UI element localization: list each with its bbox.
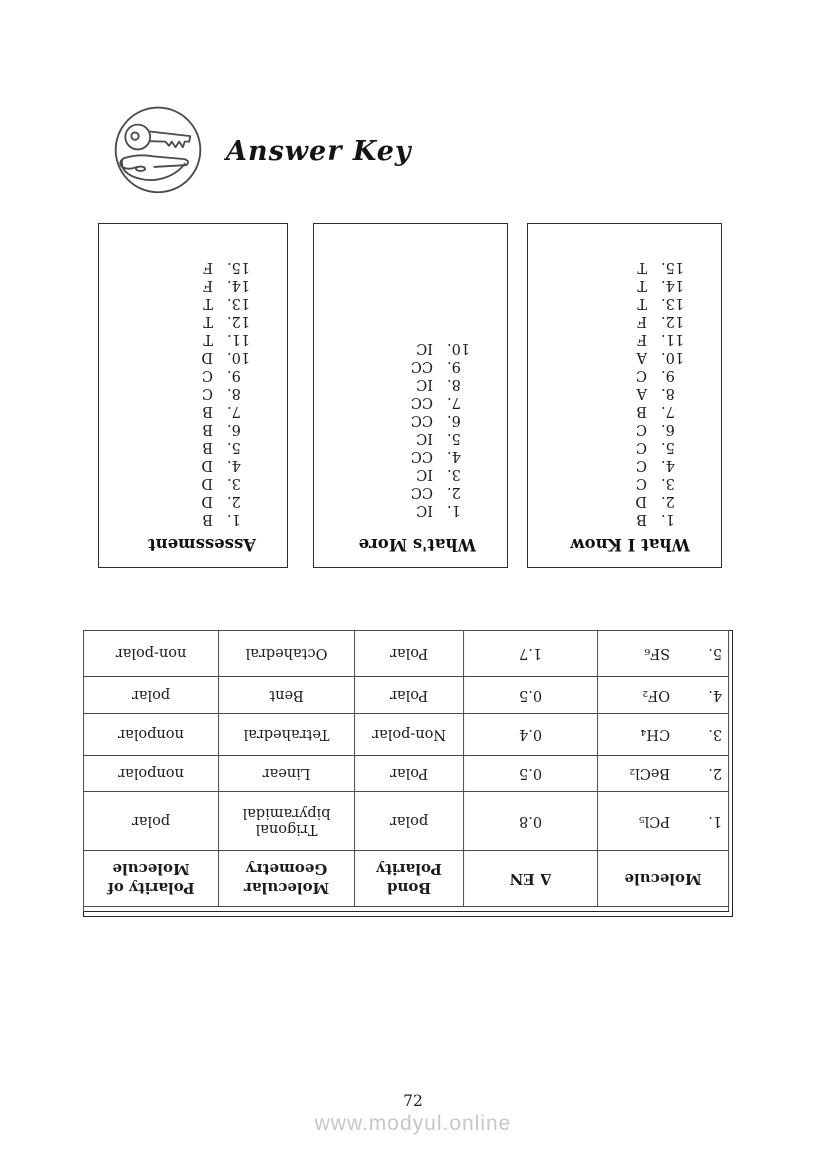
- key-in-hand-icon: [112, 100, 204, 198]
- cell-molecule: [598, 792, 729, 851]
- answer-item-number: 7.: [661, 403, 675, 419]
- answer-item: [538, 258, 697, 276]
- cell-polarity-of-molecule: non-polar: [84, 631, 219, 677]
- answer-list: [109, 258, 263, 528]
- answer-item-value: CC: [410, 484, 433, 500]
- answer-item: [324, 411, 483, 429]
- table-row: [84, 792, 729, 851]
- answer-item: [538, 438, 697, 456]
- answer-item-value: IC: [416, 376, 433, 392]
- answer-item-number: 15.: [661, 259, 685, 275]
- answer-item: [324, 483, 483, 501]
- molecule-formula: BeCl₂: [629, 765, 671, 782]
- answer-item: [109, 330, 263, 348]
- answer-item-number: 8.: [227, 385, 241, 401]
- cell-bond-polarity: Polar: [355, 755, 464, 791]
- answer-item: [324, 375, 483, 393]
- answer-item-number: 8.: [661, 385, 675, 401]
- answer-item: [538, 294, 697, 312]
- answer-item: [538, 276, 697, 294]
- answer-item-number: 1.: [227, 511, 241, 527]
- molecule-number: 2.: [708, 765, 723, 782]
- answer-item-value: F: [202, 259, 213, 275]
- answer-item-value: B: [202, 403, 213, 419]
- answer-item-number: 7.: [447, 394, 461, 410]
- answer-item-number: 9.: [447, 358, 461, 374]
- answer-item-number: 4.: [661, 457, 675, 473]
- answer-item-value: B: [202, 439, 213, 455]
- answer-item-number: 13.: [661, 295, 685, 311]
- table-header-delta-en: Δ EN: [464, 851, 598, 907]
- cell-bond-polarity: Polar: [355, 676, 464, 714]
- cell-delta-en: 0.5: [464, 676, 598, 714]
- answer-item-number: 14.: [661, 277, 685, 293]
- answer-item: [538, 348, 697, 366]
- cell-polarity-of-molecule: polar: [84, 792, 219, 851]
- table-row: [84, 714, 729, 756]
- answer-item-value: CC: [410, 358, 433, 374]
- answer-item-number: 11.: [661, 331, 685, 347]
- answer-item-number: 2.: [227, 493, 241, 509]
- answer-item: [538, 366, 697, 384]
- answer-list: [538, 258, 697, 528]
- answer-item-value: IC: [416, 466, 433, 482]
- cell-molecular-geometry: Tetrahedral: [219, 714, 355, 756]
- table-header-polarity-of-molecule: Polarity of Molecule: [84, 851, 219, 907]
- answer-box-what-i-know: [527, 223, 722, 568]
- answer-item-value: B: [636, 511, 647, 527]
- answer-item-value: D: [635, 493, 647, 509]
- answer-item-number: 6.: [447, 412, 461, 428]
- answer-item-value: D: [201, 475, 213, 491]
- answer-item-value: T: [203, 313, 213, 329]
- answer-item-value: D: [201, 457, 213, 473]
- cell-molecular-geometry: Trigonal bipyramidal: [219, 792, 355, 851]
- answer-item-number: 9.: [661, 367, 675, 383]
- answer-item: [324, 501, 483, 519]
- answer-item-number: 6.: [661, 421, 675, 437]
- answer-item-value: B: [636, 403, 647, 419]
- table-header-bond-polarity: Bond Polarity: [355, 851, 464, 907]
- cell-polarity-of-molecule: nonpolar: [84, 755, 219, 791]
- cell-molecular-geometry: Bent: [219, 676, 355, 714]
- box-title: What's More: [358, 535, 476, 554]
- table-row: [84, 631, 729, 677]
- answer-item: [538, 384, 697, 402]
- cell-bond-polarity: Non-polar: [355, 714, 464, 756]
- answer-item-number: 4.: [447, 448, 461, 464]
- answer-item: [109, 510, 263, 528]
- answer-item: [109, 384, 263, 402]
- answer-item: [109, 294, 263, 312]
- answer-item-number: 1.: [661, 511, 675, 527]
- answer-item-value: T: [637, 277, 647, 293]
- answer-item-value: T: [637, 259, 647, 275]
- cell-molecule: [598, 631, 729, 677]
- molecule-number: 3.: [708, 726, 723, 743]
- answer-item: [109, 348, 263, 366]
- answer-item-value: A: [636, 385, 647, 401]
- cell-bond-polarity: Polar: [355, 631, 464, 677]
- answer-item: [538, 330, 697, 348]
- answer-item-number: 3.: [227, 475, 241, 491]
- answer-item-number: 10.: [661, 349, 685, 365]
- watermark: www.modyul.online: [314, 1112, 512, 1135]
- answer-item: [109, 258, 263, 276]
- answer-item: [324, 465, 483, 483]
- cell-molecular-geometry: Linear: [219, 755, 355, 791]
- table-top-strip: [84, 907, 729, 912]
- answer-item-value: C: [635, 475, 647, 491]
- answer-item: [109, 438, 263, 456]
- answer-item-value: B: [202, 421, 213, 437]
- answer-item-number: 5.: [447, 430, 461, 446]
- cell-polarity-of-molecule: nonpolar: [84, 714, 219, 756]
- answer-item: [538, 492, 697, 510]
- answer-item-number: 5.: [661, 439, 675, 455]
- answer-item: [324, 393, 483, 411]
- answer-item: [109, 474, 263, 492]
- cell-delta-en: 0.4: [464, 714, 598, 756]
- answer-item: [538, 312, 697, 330]
- answer-item-value: CC: [410, 448, 433, 464]
- answer-item: [324, 357, 483, 375]
- answer-item-number: 15.: [227, 259, 251, 275]
- answer-item-value: IC: [416, 430, 433, 446]
- table-header-row: [84, 851, 729, 907]
- answer-item-number: 10.: [447, 340, 471, 356]
- table-header-molecule: Molecule: [598, 851, 729, 907]
- answer-item-number: 14.: [227, 277, 251, 293]
- answer-item: [109, 456, 263, 474]
- answer-item-value: T: [203, 331, 213, 347]
- answer-item-number: 9.: [227, 367, 241, 383]
- molecule-formula: SF₆: [644, 645, 671, 662]
- molecule-number: 4.: [708, 686, 723, 703]
- answer-item-value: F: [636, 331, 647, 347]
- table-row: [84, 676, 729, 714]
- answer-item-value: T: [637, 295, 647, 311]
- answer-item-value: C: [201, 385, 213, 401]
- answer-item: [109, 420, 263, 438]
- answer-item: [538, 474, 697, 492]
- cell-delta-en: 1.7: [464, 631, 598, 677]
- answer-item: [109, 276, 263, 294]
- answer-item: [109, 402, 263, 420]
- answer-item-value: IC: [416, 340, 433, 356]
- table-row: [84, 755, 729, 791]
- answer-item-value: IC: [416, 502, 433, 518]
- cell-molecule: [598, 676, 729, 714]
- answer-item-number: 6.: [227, 421, 241, 437]
- answer-item: [538, 510, 697, 528]
- answer-item-value: C: [635, 439, 647, 455]
- answer-item: [538, 402, 697, 420]
- box-title: Assessment: [147, 535, 256, 554]
- answer-item-value: F: [202, 277, 213, 293]
- cell-molecule: [598, 714, 729, 756]
- answer-item-number: 3.: [661, 475, 675, 491]
- answer-item-number: 12.: [661, 313, 685, 329]
- answer-box-assessment: [98, 223, 288, 568]
- molecule-formula: OF₂: [642, 686, 671, 703]
- cell-bond-polarity: polar: [355, 792, 464, 851]
- molecule-number: 5.: [708, 645, 723, 662]
- answer-item: [324, 429, 483, 447]
- answer-item-number: 3.: [447, 466, 461, 482]
- cell-polarity-of-molecule: polar: [84, 676, 219, 714]
- answer-item-number: 5.: [227, 439, 241, 455]
- answer-item: [538, 456, 697, 474]
- molecule-number: 1.: [708, 813, 723, 830]
- box-title: What I Know: [570, 535, 690, 554]
- molecule-formula: PCl₅: [638, 813, 671, 830]
- answers-table: [83, 630, 728, 912]
- answer-item-value: C: [201, 367, 213, 383]
- answer-item-value: D: [201, 349, 213, 365]
- answer-item-number: 2.: [447, 484, 461, 500]
- cell-delta-en: 0.5: [464, 755, 598, 791]
- answer-item-number: 4.: [227, 457, 241, 473]
- answer-item-value: CC: [410, 394, 433, 410]
- answer-item: [324, 447, 483, 465]
- answer-item-value: B: [202, 511, 213, 527]
- answer-item-number: 8.: [447, 376, 461, 392]
- answer-item: [109, 366, 263, 384]
- answer-item-value: F: [636, 313, 647, 329]
- page-number: 72: [403, 1092, 423, 1110]
- answer-item-number: 11.: [227, 331, 251, 347]
- answer-list: [324, 339, 483, 519]
- answer-item-value: C: [635, 367, 647, 383]
- answer-item-value: C: [635, 421, 647, 437]
- cell-molecular-geometry: Octahedral: [219, 631, 355, 677]
- answer-item-number: 10.: [227, 349, 251, 365]
- answer-item-number: 2.: [661, 493, 675, 509]
- answer-item-value: C: [635, 457, 647, 473]
- answer-item: [538, 420, 697, 438]
- answer-item-value: T: [203, 295, 213, 311]
- answer-item-number: 12.: [227, 313, 251, 329]
- molecule-formula: CH₄: [640, 726, 671, 743]
- answer-item-value: D: [201, 493, 213, 509]
- answer-item-number: 13.: [227, 295, 251, 311]
- answer-item-number: 1.: [447, 502, 461, 518]
- cell-molecule: [598, 755, 729, 791]
- answer-item-value: CC: [410, 412, 433, 428]
- answer-item: [109, 492, 263, 510]
- answer-box-whats-more: [313, 223, 508, 568]
- cell-delta-en: 0.8: [464, 792, 598, 851]
- answer-item: [109, 312, 263, 330]
- page-title: Answer Key: [226, 136, 412, 167]
- answer-item-value: A: [636, 349, 647, 365]
- answer-item: [324, 339, 483, 357]
- answer-item-number: 7.: [227, 403, 241, 419]
- table-header-molecular-geometry: Molecular Geometry: [219, 851, 355, 907]
